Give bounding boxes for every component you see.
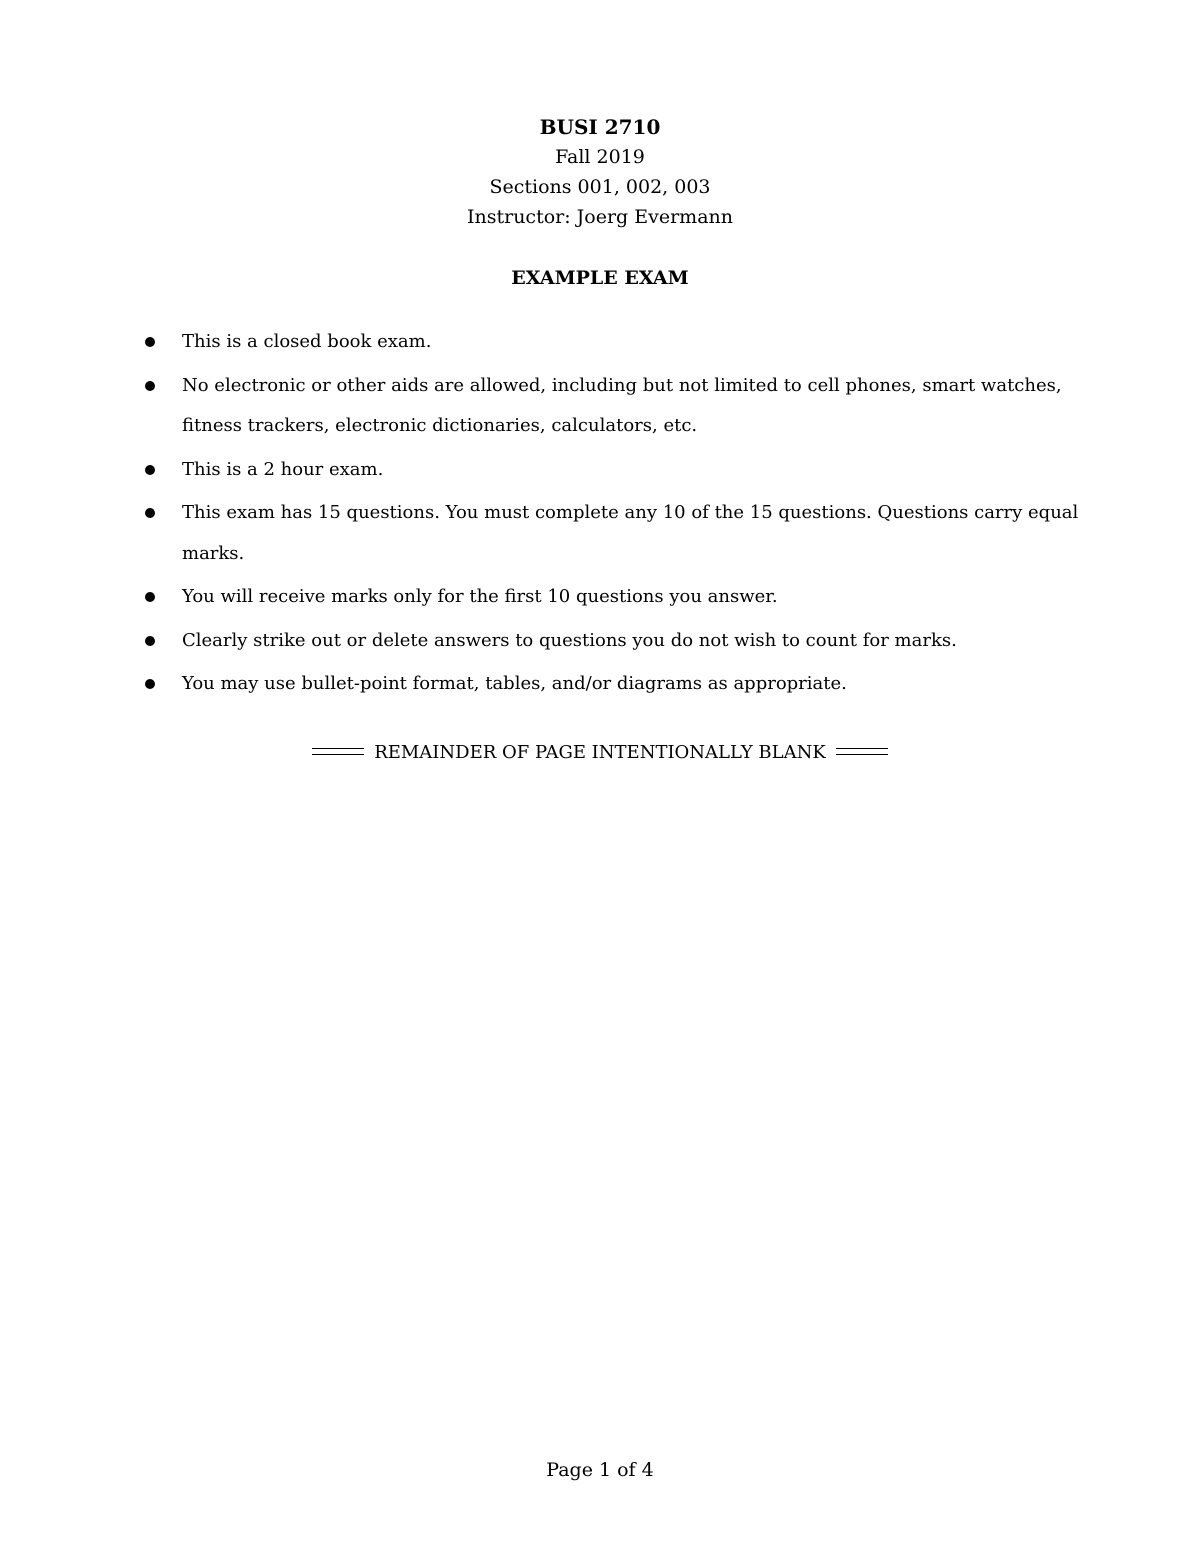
instruction-text: Clearly strike out or delete answers to questions you do not wish to count for marks. (182, 629, 957, 651)
bullet-icon (145, 592, 155, 602)
page-number: Page 1 of 4 (546, 1459, 654, 1481)
bullet-icon (145, 636, 155, 646)
exam-header (0, 112, 1200, 232)
instruction-text: No electronic or other aids are allowed, including but not limited to cell phones, smart watches, fitness trackers, electronic dictionaries, calculators, etc. (182, 374, 1062, 436)
instruction-item (143, 322, 1093, 363)
sections: Sections 001, 002, 003 (489, 176, 711, 198)
left-double-rule (312, 748, 364, 755)
blank-notice (0, 738, 1200, 768)
bullet-icon (145, 508, 155, 518)
instructor: Instructor: Joerg Evermann (466, 206, 734, 228)
instruction-item (143, 366, 1093, 447)
exam-title: EXAMPLE EXAM (511, 267, 689, 289)
blank-notice-text: REMAINDER OF PAGE INTENTIONALLY BLANK (374, 742, 826, 763)
instruction-item (143, 450, 1093, 491)
bullet-icon (145, 381, 155, 391)
right-double-rule (836, 748, 888, 755)
instruction-item (143, 621, 1093, 662)
instruction-text: You will receive marks only for the first 10 questions you answer. (182, 586, 778, 607)
term: Fall 2019 (555, 146, 645, 168)
course-code: BUSI 2710 (539, 115, 661, 139)
instruction-text: This is a 2 hour exam. (182, 458, 384, 480)
instruction-item (143, 493, 1093, 574)
instruction-text: You may use bullet-point format, tables, and/or diagrams as appropriate. (182, 673, 847, 694)
bullet-icon (145, 465, 155, 475)
bullet-icon (145, 337, 155, 347)
bullet-icon (145, 679, 155, 689)
instruction-item (143, 577, 1093, 618)
instruction-item (143, 664, 1093, 705)
instructions-list (143, 322, 1093, 708)
instruction-text: This exam has 15 questions. You must complete any 10 of the 15 questions. Questions carry equal marks. (182, 502, 1079, 564)
instruction-text: This is a closed book exam. (182, 331, 432, 352)
